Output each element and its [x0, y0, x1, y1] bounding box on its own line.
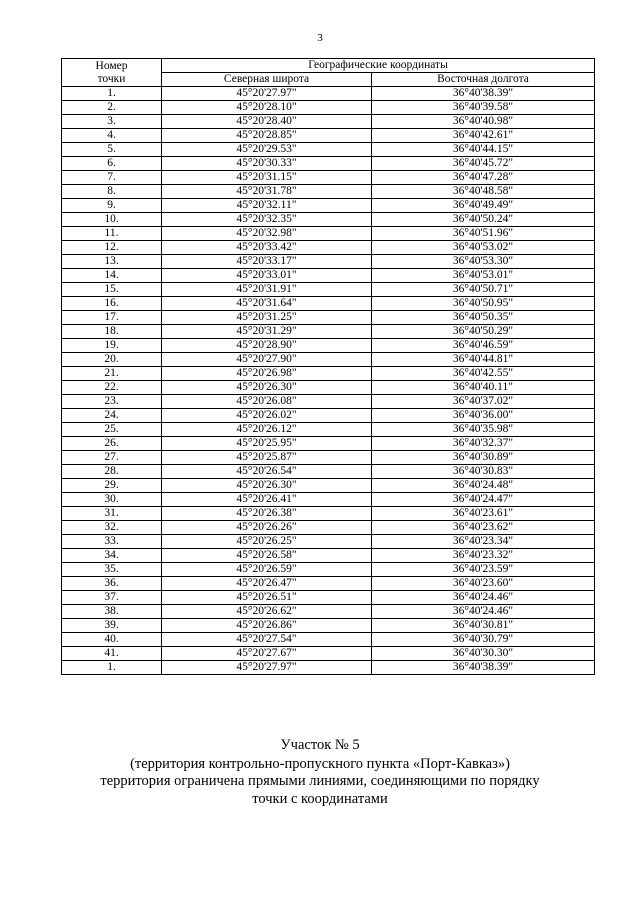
- east-lon-cell: 36°40'37.02": [372, 395, 595, 409]
- table-row: [62, 563, 595, 577]
- table-body: [62, 87, 595, 675]
- point-number-cell: 23.: [62, 395, 162, 409]
- point-number-cell: 18.: [62, 325, 162, 339]
- table-row: [62, 437, 595, 451]
- table-row: [62, 185, 595, 199]
- east-lon-cell: 36°40'23.60": [372, 577, 595, 591]
- north-lat-cell: 45°20'32.35": [162, 213, 372, 227]
- north-lat-cell: 45°20'26.02": [162, 409, 372, 423]
- point-number-cell: 17.: [62, 311, 162, 325]
- section-subtitle: (территория контрольно-пропускного пункта «Порт-Кавказ»): [130, 756, 510, 772]
- table-row: [62, 283, 595, 297]
- point-number-cell: 16.: [62, 297, 162, 311]
- north-lat-cell: 45°20'27.90": [162, 353, 372, 367]
- east-lon-cell: 36°40'46.59": [372, 339, 595, 353]
- table-row: [62, 423, 595, 437]
- north-lat-header: Северная широта: [162, 73, 372, 87]
- table-row: [62, 297, 595, 311]
- north-lat-cell: 45°20'26.12": [162, 423, 372, 437]
- east-lon-cell: 36°40'23.59": [372, 563, 595, 577]
- point-number-cell: 22.: [62, 381, 162, 395]
- north-lat-cell: 45°20'25.95": [162, 437, 372, 451]
- north-lat-cell: 45°20'26.86": [162, 619, 372, 633]
- point-number-cell: 20.: [62, 353, 162, 367]
- geo-coords-header: Географические координаты: [162, 59, 595, 73]
- point-number-cell: 15.: [62, 283, 162, 297]
- east-lon-cell: 36°40'24.46": [372, 605, 595, 619]
- east-lon-cell: 36°40'24.47": [372, 493, 595, 507]
- east-lon-cell: 36°40'53.02": [372, 241, 595, 255]
- north-lat-cell: 45°20'26.30": [162, 479, 372, 493]
- east-lon-cell: 36°40'50.29": [372, 325, 595, 339]
- north-lat-cell: 45°20'26.38": [162, 507, 372, 521]
- table-row: [62, 507, 595, 521]
- table-row: [62, 325, 595, 339]
- coordinates-table: [61, 58, 595, 675]
- east-lon-cell: 36°40'30.30": [372, 647, 595, 661]
- north-lat-cell: 45°20'27.97": [162, 87, 372, 101]
- east-lon-cell: 36°40'51.96": [372, 227, 595, 241]
- east-lon-cell: 36°40'38.39": [372, 661, 595, 675]
- point-number-cell: 32.: [62, 521, 162, 535]
- point-number-cell: 31.: [62, 507, 162, 521]
- east-lon-cell: 36°40'45.72": [372, 157, 595, 171]
- section-description-line1: территория ограничена прямыми линиями, соединяющими по порядку: [100, 773, 540, 789]
- point-number-cell: 30.: [62, 493, 162, 507]
- point-number-cell: 27.: [62, 451, 162, 465]
- north-lat-cell: 45°20'26.59": [162, 563, 372, 577]
- table-row: [62, 87, 595, 101]
- north-lat-cell: 45°20'28.40": [162, 115, 372, 129]
- east-lon-cell: 36°40'30.81": [372, 619, 595, 633]
- east-lon-cell: 36°40'48.58": [372, 185, 595, 199]
- east-lon-cell: 36°40'23.34": [372, 535, 595, 549]
- section-title: Участок № 5: [280, 737, 360, 753]
- north-lat-cell: 45°20'29.53": [162, 143, 372, 157]
- point-number-cell: 38.: [62, 605, 162, 619]
- point-number-cell: 3.: [62, 115, 162, 129]
- table-row: [62, 591, 595, 605]
- point-number-cell: 6.: [62, 157, 162, 171]
- table-row: [62, 577, 595, 591]
- east-lon-cell: 36°40'40.11": [372, 381, 595, 395]
- point-number-cell: 13.: [62, 255, 162, 269]
- point-number-cell: 8.: [62, 185, 162, 199]
- point-number-header: Номер точки: [62, 59, 162, 87]
- north-lat-cell: 45°20'28.90": [162, 339, 372, 353]
- table-row: [62, 157, 595, 171]
- point-number-cell: 34.: [62, 549, 162, 563]
- point-number-cell: 35.: [62, 563, 162, 577]
- east-lon-cell: 36°40'50.35": [372, 311, 595, 325]
- east-lon-cell: 36°40'42.55": [372, 367, 595, 381]
- north-lat-cell: 45°20'28.85": [162, 129, 372, 143]
- point-number-cell: 4.: [62, 129, 162, 143]
- north-lat-cell: 45°20'32.11": [162, 199, 372, 213]
- point-number-cell: 24.: [62, 409, 162, 423]
- north-lat-cell: 45°20'31.29": [162, 325, 372, 339]
- east-lon-cell: 36°40'39.58": [372, 101, 595, 115]
- table-row: [62, 465, 595, 479]
- table-row: [62, 535, 595, 549]
- east-lon-cell: 36°40'50.95": [372, 297, 595, 311]
- east-lon-cell: 36°40'50.24": [372, 213, 595, 227]
- east-lon-cell: 36°40'47.28": [372, 171, 595, 185]
- table-row: [62, 619, 595, 633]
- table-row: [62, 101, 595, 115]
- table-row: [62, 451, 595, 465]
- north-lat-cell: 45°20'30.33": [162, 157, 372, 171]
- east-lon-cell: 36°40'53.01": [372, 269, 595, 283]
- point-number-cell: 41.: [62, 647, 162, 661]
- point-number-cell: 9.: [62, 199, 162, 213]
- north-lat-cell: 45°20'31.91": [162, 283, 372, 297]
- table-row: [62, 339, 595, 353]
- table-row: [62, 269, 595, 283]
- north-lat-cell: 45°20'26.98": [162, 367, 372, 381]
- east-lon-cell: 36°40'23.62": [372, 521, 595, 535]
- point-number-cell: 37.: [62, 591, 162, 605]
- east-lon-cell: 36°40'40.98": [372, 115, 595, 129]
- east-lon-cell: 36°40'24.48": [372, 479, 595, 493]
- point-number-cell: 7.: [62, 171, 162, 185]
- point-number-cell: 5.: [62, 143, 162, 157]
- point-number-cell: 33.: [62, 535, 162, 549]
- table-row: [62, 395, 595, 409]
- table-row: [62, 227, 595, 241]
- east-lon-cell: 36°40'42.61": [372, 129, 595, 143]
- section-description-line2: точки с координатами: [252, 791, 388, 807]
- east-lon-cell: 36°40'23.32": [372, 549, 595, 563]
- north-lat-cell: 45°20'31.25": [162, 311, 372, 325]
- north-lat-cell: 45°20'26.26": [162, 521, 372, 535]
- table-row: [62, 241, 595, 255]
- north-lat-cell: 45°20'32.98": [162, 227, 372, 241]
- east-lon-cell: 36°40'53.30": [372, 255, 595, 269]
- point-number-cell: 1.: [62, 87, 162, 101]
- table-row: [62, 311, 595, 325]
- point-number-cell: 2.: [62, 101, 162, 115]
- north-lat-cell: 45°20'26.58": [162, 549, 372, 563]
- north-lat-cell: 45°20'26.62": [162, 605, 372, 619]
- table-row: [62, 633, 595, 647]
- north-lat-cell: 45°20'26.25": [162, 535, 372, 549]
- table-row: [62, 129, 595, 143]
- north-lat-cell: 45°20'33.17": [162, 255, 372, 269]
- point-number-cell: 25.: [62, 423, 162, 437]
- table-row: [62, 115, 595, 129]
- east-lon-cell: 36°40'24.46": [372, 591, 595, 605]
- table-row: [62, 479, 595, 493]
- east-lon-cell: 36°40'44.15": [372, 143, 595, 157]
- table-row: [62, 409, 595, 423]
- point-number-cell: 11.: [62, 227, 162, 241]
- east-lon-cell: 36°40'23.61": [372, 507, 595, 521]
- north-lat-cell: 45°20'27.97": [162, 661, 372, 675]
- point-number-cell: 39.: [62, 619, 162, 633]
- east-lon-cell: 36°40'35.98": [372, 423, 595, 437]
- north-lat-cell: 45°20'26.54": [162, 465, 372, 479]
- north-lat-cell: 45°20'33.01": [162, 269, 372, 283]
- north-lat-cell: 45°20'28.10": [162, 101, 372, 115]
- point-number-cell: 40.: [62, 633, 162, 647]
- point-number-cell: 28.: [62, 465, 162, 479]
- north-lat-cell: 45°20'31.78": [162, 185, 372, 199]
- north-lat-cell: 45°20'26.08": [162, 395, 372, 409]
- point-number-cell: 19.: [62, 339, 162, 353]
- point-number-cell: 26.: [62, 437, 162, 451]
- north-lat-cell: 45°20'33.42": [162, 241, 372, 255]
- north-lat-cell: 45°20'26.41": [162, 493, 372, 507]
- table-row: [62, 353, 595, 367]
- east-lon-cell: 36°40'38.39": [372, 87, 595, 101]
- point-number-cell: 12.: [62, 241, 162, 255]
- east-lon-header: Восточная долгота: [372, 73, 595, 87]
- north-lat-cell: 45°20'26.30": [162, 381, 372, 395]
- table-row: [62, 143, 595, 157]
- east-lon-cell: 36°40'44.81": [372, 353, 595, 367]
- table-row: [62, 549, 595, 563]
- table-row: [62, 367, 595, 381]
- east-lon-cell: 36°40'32.37": [372, 437, 595, 451]
- north-lat-cell: 45°20'26.51": [162, 591, 372, 605]
- north-lat-cell: 45°20'25.87": [162, 451, 372, 465]
- point-number-cell: 29.: [62, 479, 162, 493]
- table-row: [62, 605, 595, 619]
- east-lon-cell: 36°40'30.79": [372, 633, 595, 647]
- north-lat-cell: 45°20'27.54": [162, 633, 372, 647]
- point-number-cell: 14.: [62, 269, 162, 283]
- table-header-row: [62, 59, 595, 73]
- north-lat-cell: 45°20'31.15": [162, 171, 372, 185]
- east-lon-cell: 36°40'30.89": [372, 451, 595, 465]
- table-row: [62, 647, 595, 661]
- east-lon-cell: 36°40'30.83": [372, 465, 595, 479]
- north-lat-cell: 45°20'31.64": [162, 297, 372, 311]
- north-lat-cell: 45°20'27.67": [162, 647, 372, 661]
- table-row: [62, 213, 595, 227]
- table-row: [62, 199, 595, 213]
- point-number-cell: 36.: [62, 577, 162, 591]
- table-row: [62, 521, 595, 535]
- east-lon-cell: 36°40'49.49": [372, 199, 595, 213]
- point-number-cell: 10.: [62, 213, 162, 227]
- point-number-cell: 21.: [62, 367, 162, 381]
- north-lat-cell: 45°20'26.47": [162, 577, 372, 591]
- table-row: [62, 493, 595, 507]
- table-row: [62, 255, 595, 269]
- east-lon-cell: 36°40'50.71": [372, 283, 595, 297]
- table-row: [62, 381, 595, 395]
- east-lon-cell: 36°40'36.00": [372, 409, 595, 423]
- point-number-cell: 1.: [62, 661, 162, 675]
- page-number: 3: [317, 32, 323, 44]
- table-row: [62, 661, 595, 675]
- table-row: [62, 171, 595, 185]
